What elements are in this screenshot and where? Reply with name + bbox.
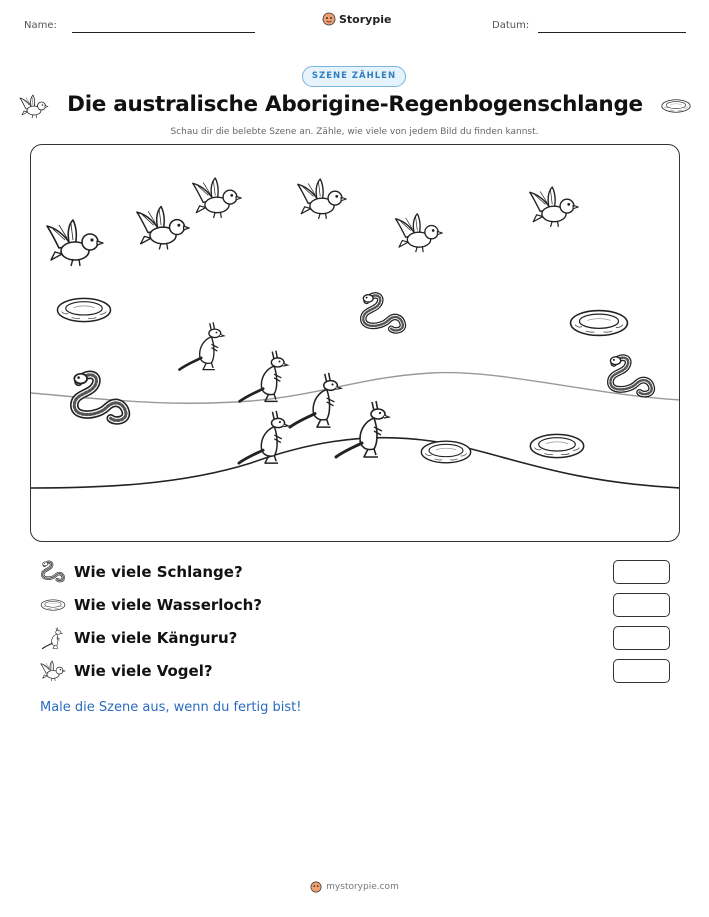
bird-icon[interactable] [191, 175, 243, 221]
question-text: Wie viele Vogel? [74, 662, 213, 680]
page-subtitle: Schau dir die belebte Szene an. Zähle, wie viele von jedem Bild du finden kannst. [170, 127, 539, 137]
bird-icon[interactable] [296, 175, 348, 223]
answer-box[interactable] [613, 626, 670, 650]
date-label: Datum: [492, 20, 530, 31]
counting-scene[interactable] [30, 144, 680, 542]
question-row [40, 626, 670, 650]
name-line[interactable] [72, 32, 255, 33]
kangaroo-icon[interactable] [333, 397, 395, 461]
question-text: Wie viele Wasserloch? [74, 596, 262, 614]
bird-icon[interactable] [45, 217, 105, 269]
waterhole-icon[interactable] [419, 437, 473, 467]
question-text: Wie viele Känguru? [74, 629, 238, 647]
page-title: Die australische Aborigine-Regenbogenschlange [67, 92, 643, 117]
bird-icon [19, 94, 49, 119]
snake-icon[interactable] [65, 369, 135, 429]
waterhole-icon [40, 593, 66, 617]
date-line[interactable] [538, 32, 686, 33]
bird-icon [40, 659, 66, 683]
kangaroo-icon[interactable] [237, 347, 293, 405]
question-row [40, 593, 670, 617]
kangaroo-icon[interactable] [177, 319, 229, 373]
landscape [31, 145, 680, 542]
bird-icon[interactable] [394, 209, 444, 257]
bird-icon[interactable] [528, 183, 580, 231]
snake-icon[interactable] [603, 353, 659, 401]
answer-box[interactable] [613, 659, 670, 683]
name-label: Name: [24, 20, 57, 31]
waterhole-icon[interactable] [527, 431, 587, 461]
scene-count-tag: SZENE ZÄHLEN [302, 66, 406, 87]
storypie-mascot-icon [322, 12, 336, 26]
footer-url[interactable]: mystorypie.com [326, 882, 399, 892]
coloring-note: Male die Szene aus, wenn du fertig bist! [40, 700, 302, 715]
bird-icon[interactable] [135, 203, 191, 253]
brand-name: Storypie [339, 12, 392, 26]
storypie-logo [322, 12, 391, 26]
waterhole-icon[interactable] [55, 295, 113, 325]
waterhole-icon[interactable] [567, 307, 631, 339]
snake-icon[interactable] [357, 291, 409, 337]
kangaroo-icon [40, 626, 66, 650]
answer-box[interactable] [613, 560, 670, 584]
storypie-mascot-icon [310, 881, 322, 893]
kangaroo-icon[interactable] [237, 407, 293, 467]
footer [0, 881, 709, 893]
question-row [40, 659, 670, 683]
question-row [40, 560, 670, 584]
snake-icon [40, 560, 66, 584]
waterhole-icon [660, 98, 692, 114]
question-text: Wie viele Schlange? [74, 563, 243, 581]
answer-box[interactable] [613, 593, 670, 617]
